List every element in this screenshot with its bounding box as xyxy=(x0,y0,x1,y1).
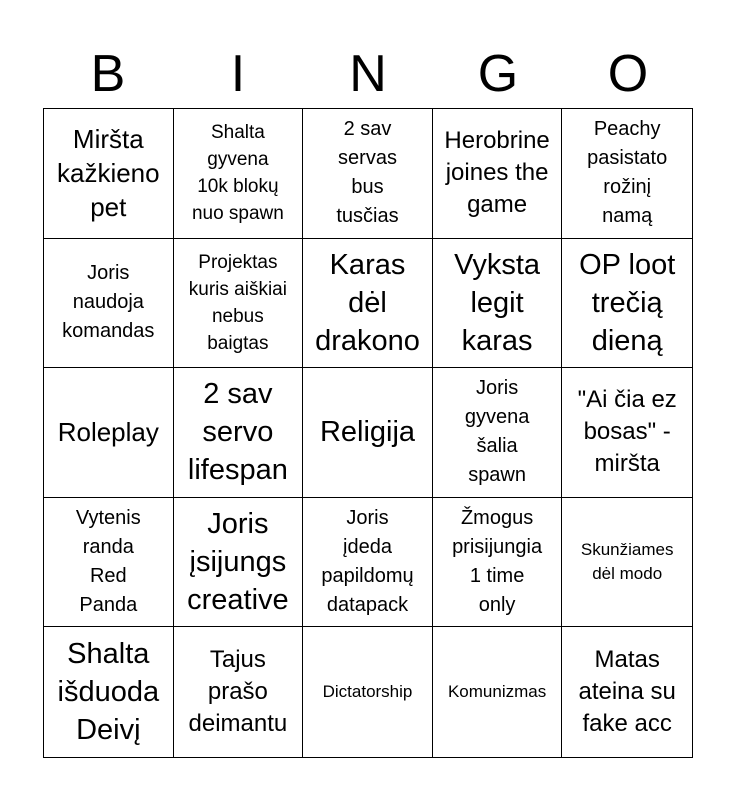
cell-text: Projektas kuris aiškiai nebus baigtas xyxy=(188,251,287,354)
bingo-cell[interactable] xyxy=(174,498,304,628)
bingo-cell[interactable] xyxy=(433,627,563,757)
bingo-cell[interactable] xyxy=(303,627,433,757)
cell-text: Religija xyxy=(319,416,416,449)
cell-text: Joris naudoja komandas xyxy=(62,262,155,343)
bingo-header xyxy=(43,40,693,108)
bingo-cell[interactable] xyxy=(303,498,433,628)
bingo-cell[interactable] xyxy=(303,239,433,369)
bingo-cell[interactable] xyxy=(433,109,563,239)
cell-text: Tajus prašo deimantu xyxy=(188,646,288,738)
bingo-cell[interactable] xyxy=(303,109,433,239)
cell-text: Komunizmas xyxy=(447,682,547,702)
bingo-cell[interactable] xyxy=(562,239,692,369)
cell-text: Matas ateina su fake acc xyxy=(578,646,676,738)
cell-text: "Ai čia ez bosas" - miršta xyxy=(577,386,677,478)
header-letter-o: O xyxy=(607,45,649,103)
cell-text: Herobrine joines the game xyxy=(444,127,550,219)
bingo-cell[interactable] xyxy=(44,109,174,239)
cell-text: Shalta išduoda Deivį xyxy=(57,638,160,747)
cell-text: Joris gyvena šalia spawn xyxy=(464,377,530,487)
bingo-cell[interactable] xyxy=(44,498,174,628)
cell-text: Dictatorship xyxy=(322,682,413,702)
cell-text: Skunžiames dėl modo xyxy=(580,540,674,584)
bingo-cell[interactable] xyxy=(174,368,304,498)
bingo-cell[interactable] xyxy=(303,368,433,498)
bingo-cell[interactable] xyxy=(174,627,304,757)
bingo-cell[interactable] xyxy=(433,368,563,498)
bingo-cell[interactable] xyxy=(433,498,563,628)
cell-text: Žmogus prisijungia 1 time only xyxy=(452,507,543,617)
header-letter-i: I xyxy=(230,45,246,103)
bingo-cell[interactable] xyxy=(44,239,174,369)
bingo-cell[interactable] xyxy=(562,498,692,628)
cell-text: 2 sav servo lifespan xyxy=(187,378,288,487)
cell-text: Shalta gyvena 10k blokų nuo spawn xyxy=(191,122,284,225)
bingo-cell[interactable] xyxy=(562,109,692,239)
header-letter-b: B xyxy=(90,45,126,103)
cell-text: Vytenis randa Red Panda xyxy=(75,507,141,617)
bingo-board xyxy=(43,108,693,758)
header-letter-g: G xyxy=(477,45,519,103)
cell-text: Peachy pasistato rožinį namą xyxy=(587,118,668,228)
cell-text: Vyksta legit karas xyxy=(454,248,541,357)
header-letter-n: N xyxy=(349,45,387,103)
bingo-cell[interactable] xyxy=(433,239,563,369)
cell-text: OP loot trečią dieną xyxy=(579,248,676,357)
bingo-cell[interactable] xyxy=(44,627,174,757)
cell-text: Joris įsijungs creative xyxy=(187,508,289,617)
bingo-cell[interactable] xyxy=(562,368,692,498)
cell-text: Roleplay xyxy=(57,417,159,448)
bingo-cell[interactable] xyxy=(44,368,174,498)
bingo-cell[interactable] xyxy=(174,239,304,369)
cell-text: 2 sav servas bus tusčias xyxy=(336,118,399,228)
bingo-cell[interactable] xyxy=(562,627,692,757)
bingo-cell[interactable] xyxy=(174,109,304,239)
cell-text: Miršta kažkieno pet xyxy=(56,124,160,223)
cell-text: Karas dėl drakono xyxy=(315,248,420,357)
cell-text: Joris įdeda papildomų datapack xyxy=(321,507,414,617)
